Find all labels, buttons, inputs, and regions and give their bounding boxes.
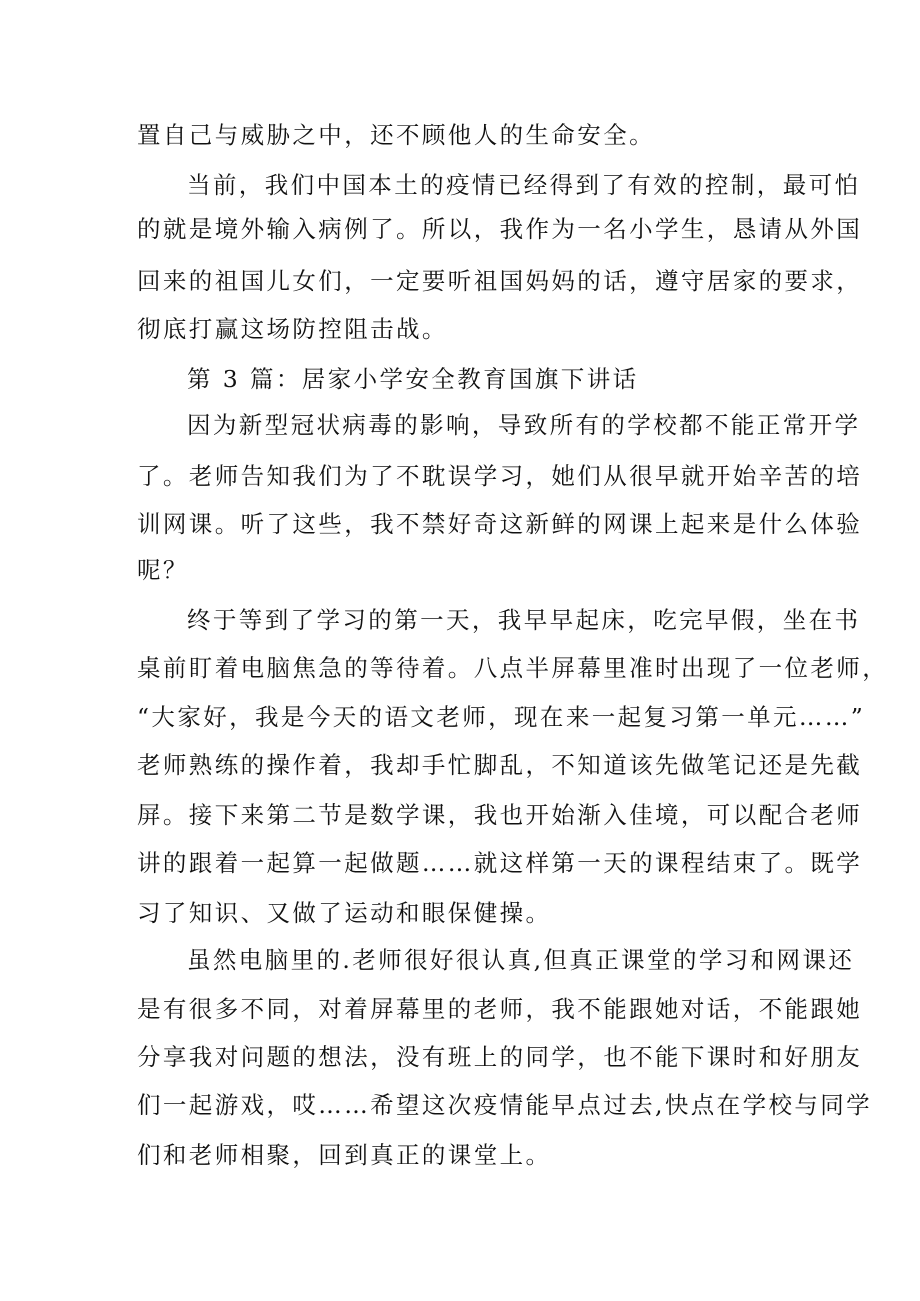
text-line: 们一起游戏，哎……希望这次疫情能早点过去,快点在学校与同学 bbox=[137, 1091, 873, 1119]
text-line: 们和老师相聚，回到真正的课堂上。 bbox=[137, 1141, 552, 1169]
text-line: 回来的祖国儿女们，一定要听祖国妈妈的话，遵守居家的要求， bbox=[137, 267, 863, 295]
text-line: 桌前盯着电脑焦急的等待着。八点半屏幕里准时出现了一位老师， bbox=[137, 654, 889, 682]
text-line: 分享我对问题的想法，没有班上的同学，也不能下课时和好朋友 bbox=[137, 1043, 863, 1071]
paragraph-first-line: 当前，我们中国本土的疫情已经得到了有效的控制，最可怕 bbox=[187, 171, 861, 199]
paragraph-first-line: 因为新型冠状病毒的影响，导致所有的学校都不能正常开学 bbox=[187, 411, 861, 439]
text-line: 老师熟练的操作着，我却手忙脚乱，不知道该先做笔记还是先截 bbox=[137, 751, 863, 779]
text-line: 是有很多不同，对着屏幕里的老师，我不能跟她对话，不能跟她 bbox=[137, 995, 863, 1023]
text-line: 呢？ bbox=[137, 556, 189, 584]
text-line: 讲的跟着一起算一起做题……就这样第一天的课程结束了。既学 bbox=[137, 849, 863, 877]
text-line: “大家好，我是今天的语文老师，现在来一起复习第一单元……” bbox=[137, 703, 866, 731]
text-line: 习了知识、又做了运动和眼保健操。 bbox=[137, 899, 552, 927]
section-heading: 第 3 篇：居家小学安全教育国旗下讲话 bbox=[187, 365, 639, 393]
text-line: 彻底打赢这场防控阻击战。 bbox=[137, 315, 448, 343]
text-line: 置自己与威胁之中，还不顾他人的生命安全。 bbox=[137, 121, 655, 149]
paragraph-first-line: 终于等到了学习的第一天，我早早起床，吃完早假，坐在书 bbox=[187, 606, 861, 634]
text-line: 训网课。听了这些，我不禁好奇这新鲜的网课上起来是什么体验 bbox=[137, 510, 863, 538]
text-line: 屏。接下来第二节是数学课，我也开始渐入佳境，可以配合老师 bbox=[137, 801, 863, 829]
text-line: 了。老师告知我们为了不耽误学习，她们从很早就开始辛苦的培 bbox=[137, 462, 863, 490]
text-line: 的就是境外输入病例了。所以，我作为一名小学生，恳请从外国 bbox=[137, 215, 863, 243]
paragraph-first-line: 虽然电脑里的.老师很好很认真,但真正课堂的学习和网课还 bbox=[187, 946, 855, 974]
